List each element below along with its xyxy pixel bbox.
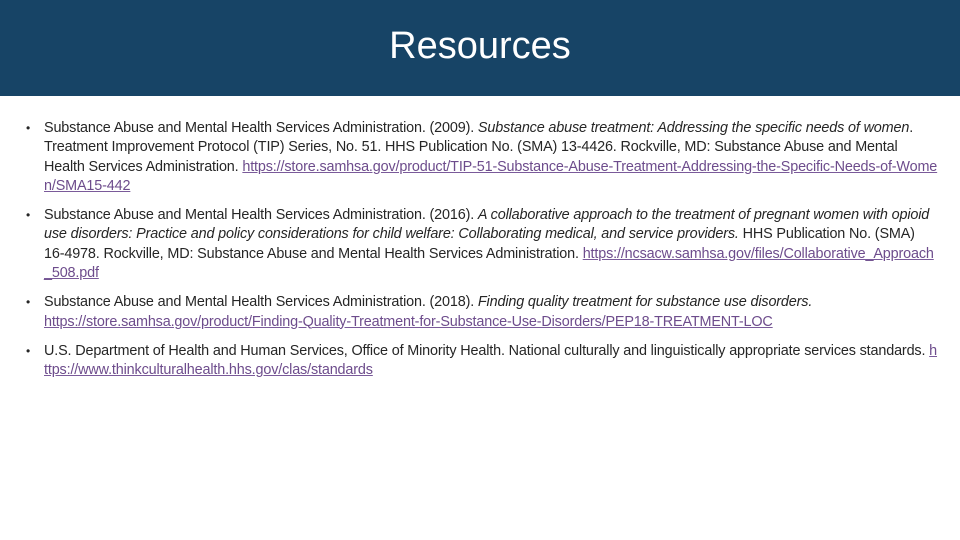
reference-author: Substance Abuse and Mental Health Services Administration. (2009). — [44, 120, 478, 136]
reference-item — [26, 293, 938, 332]
page-title: Resources — [389, 25, 571, 67]
reference-item — [26, 342, 938, 381]
reference-list — [26, 119, 938, 391]
reference-details: . Treatment Improvement Protocol (TIP) Series, No. 51. HHS Publication No. (SMA) 13-4426. Rockville, MD: Substance Abuse and Mental Health Services Administration. — [44, 120, 914, 175]
reference-item — [26, 206, 938, 283]
reference-title: Finding quality treatment for substance use disorders. — [477, 294, 813, 311]
reference-author: Substance Abuse and Mental Health Services Administration. (2016). — [44, 207, 478, 224]
reference-title: A collaborative approach to the treatment of pregnant women with opioid use disorders: Practice and policy considerations for child welfare: Collaborating medical, and service providers. — [44, 207, 930, 243]
bullet-icon: • — [26, 208, 31, 223]
reference-link[interactable]: https://store.samhsa.gov/product/TIP-51-Substance-Abuse-Treatment-Addressing-the-Specific-Needs-of-Women/SMA15-442 — [44, 158, 938, 194]
reference-title: Substance abuse treatment: Addressing the specific needs of women — [477, 120, 910, 136]
title-bar — [0, 0, 960, 96]
bullet-icon: • — [26, 343, 31, 358]
reference-link[interactable]: https://store.samhsa.gov/product/Finding-Quality-Treatment-for-Substance-Use-Disorders/PEP18-TREATMENT-LOC — [44, 313, 773, 330]
bullet-icon: • — [26, 295, 31, 310]
bullet-icon: • — [26, 121, 31, 135]
reference-author: Substance Abuse and Mental Health Services Administration. (2018). — [44, 294, 478, 311]
reference-details: HHS Publication No. (SMA) 16-4978. Rockville, MD: Substance Abuse and Mental Health Services Administration. — [44, 226, 915, 262]
reference-item — [26, 119, 938, 196]
reference-link[interactable]: https://ncsacw.samhsa.gov/files/Collaborative_Approach_508.pdf — [44, 245, 934, 282]
reference-author: U.S. Department of Health and Human Services, Office of Minority Health. National culturally and linguistically appropriate services standards. — [44, 342, 930, 359]
reference-link[interactable]: https://www.thinkculturalhealth.hhs.gov/clas/standards — [44, 342, 938, 379]
